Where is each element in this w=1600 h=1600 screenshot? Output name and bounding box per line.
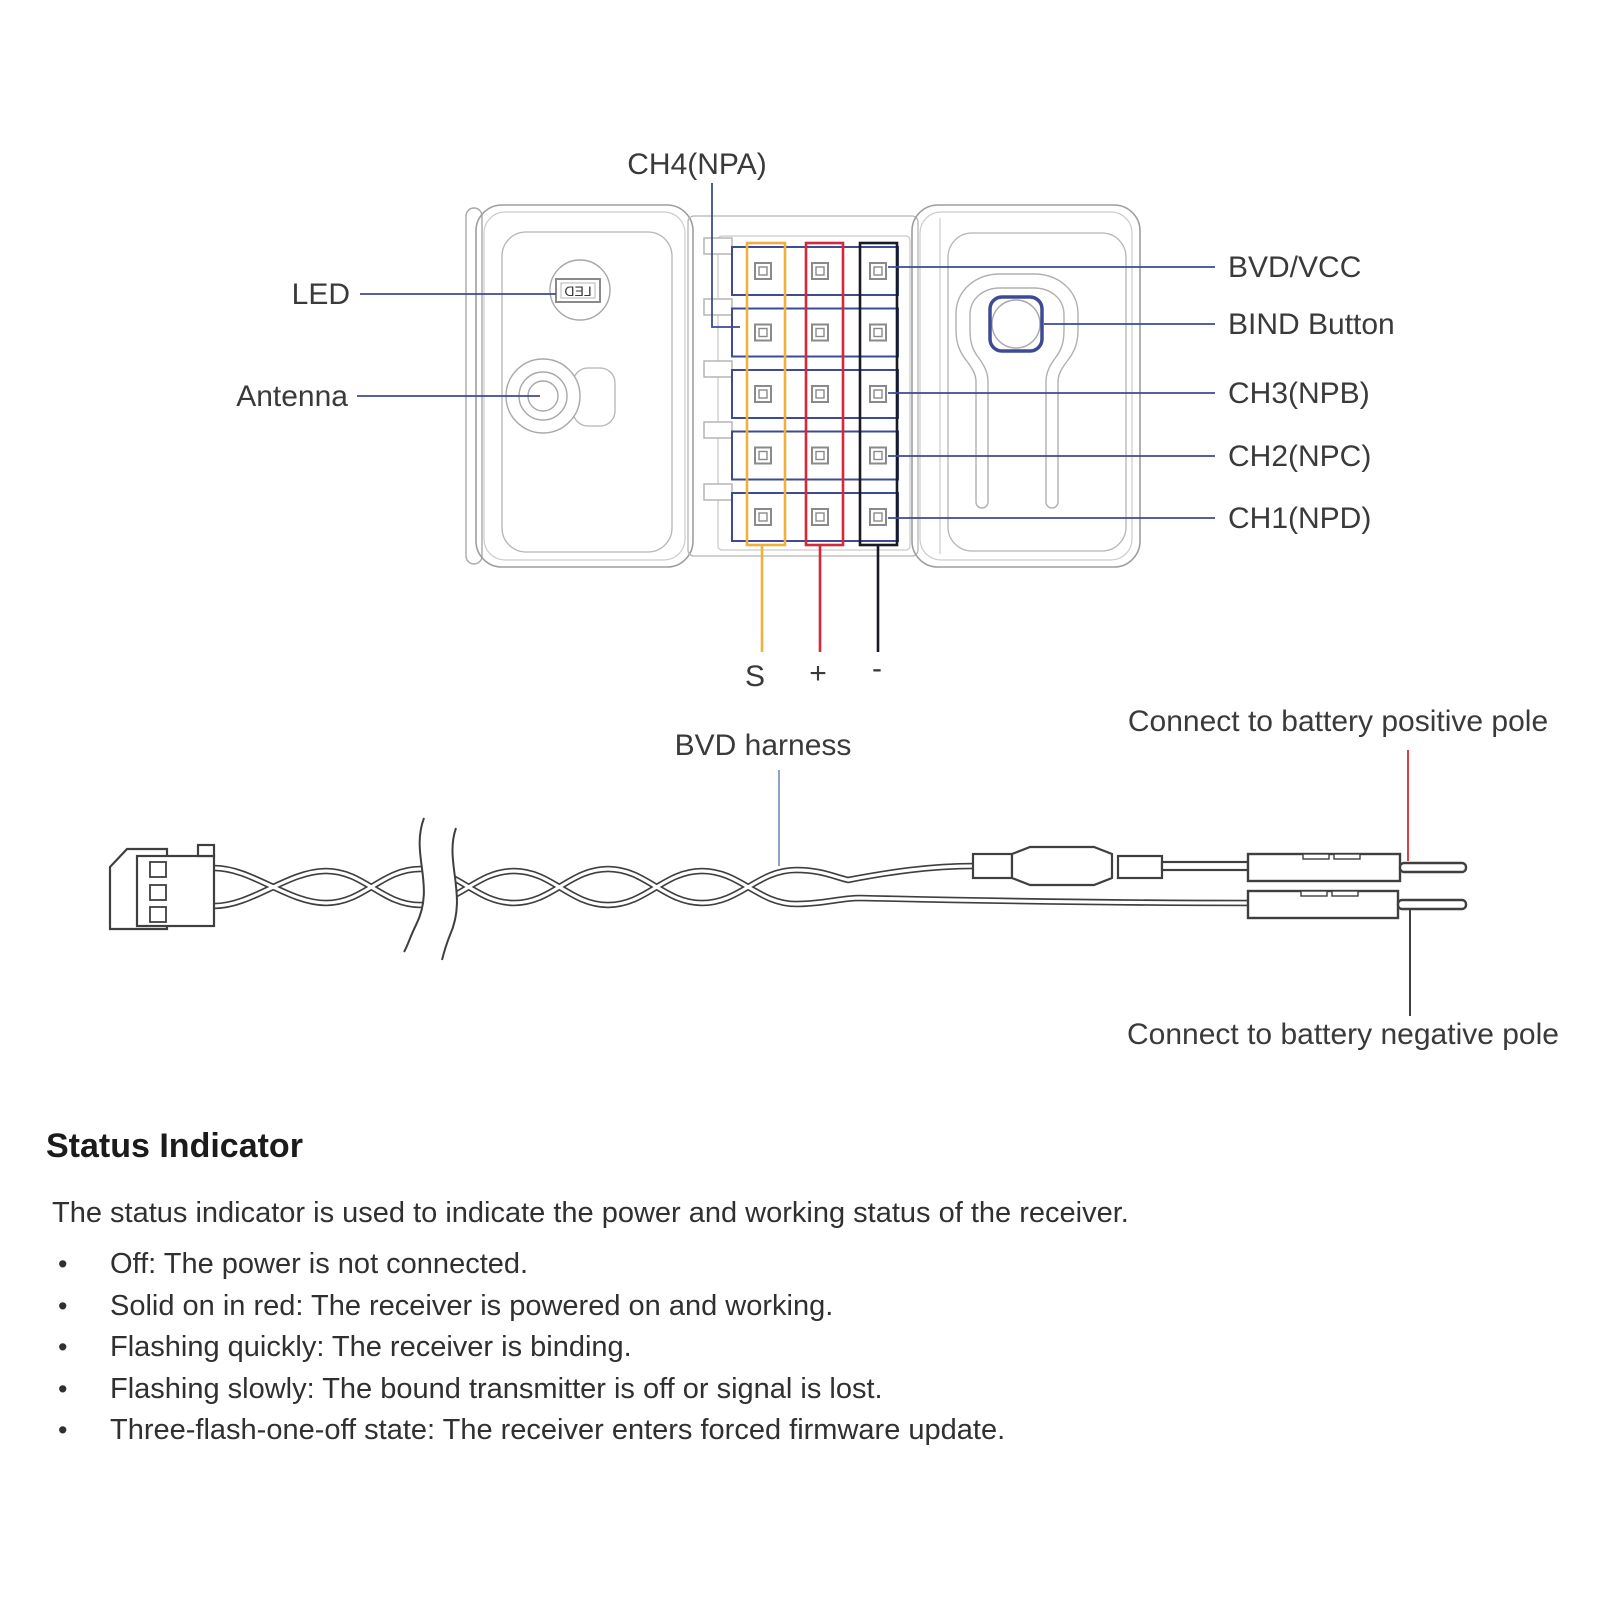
pin-core: [759, 267, 767, 275]
pin-core: [816, 329, 824, 337]
pin-core: [874, 390, 882, 398]
status-bullet-flash-quick: • Flashing quickly: The receiver is binding.: [46, 1327, 1466, 1369]
right-cap-outline: [912, 205, 1140, 567]
grid-tab: [704, 238, 732, 254]
ch4-label: CH4(NPA): [627, 148, 767, 181]
bvd-harness-drawing: [110, 750, 1466, 1016]
plug-tooth: [150, 907, 166, 922]
pin-core: [874, 267, 882, 275]
ch3-label: CH3(NPB): [1228, 377, 1370, 410]
status-bullet-three-flash: • Three-flash-one-off state: The receiver enters forced firmware update.: [46, 1410, 1466, 1452]
housing-notch: [1332, 891, 1358, 896]
led-indicator: [550, 260, 610, 320]
keyhole-outer: [956, 274, 1078, 502]
antenna-label: Antenna: [236, 380, 348, 413]
battery-connectors: [1248, 854, 1466, 918]
battery-positive-label: Connect to battery positive pole: [1127, 705, 1549, 738]
signal-pin-label: S: [744, 660, 766, 693]
pin-core: [874, 452, 882, 460]
grid-tab: [704, 422, 732, 438]
bind-button: [990, 297, 1042, 351]
plug-tab: [198, 845, 214, 856]
pin-core: [816, 452, 824, 460]
plug-tooth: [150, 885, 166, 900]
status-bullet-list: [46, 1244, 1466, 1452]
led-mirrored-marking: LED: [564, 283, 592, 299]
bind-button-label: BIND Button: [1228, 308, 1395, 341]
pin-core: [874, 329, 882, 337]
keyhole-inner: [970, 288, 1064, 502]
right-cap-inner-outline: [920, 212, 1132, 560]
status-bullet-flash-slow: • Flashing slowly: The bound transmitter is off or signal is lost.: [46, 1369, 1466, 1411]
inline-fuse: [973, 847, 1248, 885]
status-bullet-off: • Off: The power is not connected.: [46, 1244, 1466, 1286]
pin-core: [874, 513, 882, 521]
left-end-strip: [466, 208, 482, 564]
bvd-harness-label: BVD harness: [674, 729, 852, 762]
positive-pin-label: +: [809, 657, 827, 690]
grid-tab: [704, 484, 732, 500]
ch2-label: CH2(NPC): [1228, 440, 1372, 473]
pin-core: [759, 329, 767, 337]
pin-core: [816, 267, 824, 275]
fuse-body: [1012, 847, 1112, 885]
fuse-right-sleeve: [1118, 856, 1162, 878]
pin-core: [816, 390, 824, 398]
plug-body: [137, 856, 214, 926]
pin-core: [816, 513, 824, 521]
negative-pin-label: -: [872, 652, 882, 685]
status-bullet-solid: • Solid on in red: The receiver is powered on and working.: [46, 1286, 1466, 1328]
fuse-lead-wire: [1162, 862, 1248, 870]
housing-notch: [1303, 854, 1329, 859]
pin-core: [759, 513, 767, 521]
pin-grid: [704, 238, 898, 545]
status-indicator-section: [46, 1126, 1466, 1452]
led-label: LED: [291, 278, 350, 311]
bvd-vcc-label: BVD/VCC: [1228, 251, 1362, 284]
pin-core: [759, 390, 767, 398]
servo-plug: [110, 845, 214, 929]
ch1-label: CH1(NPD): [1228, 502, 1372, 535]
negative-connector-pin: [1398, 900, 1466, 909]
plug-tooth: [150, 862, 166, 877]
status-heading: Status Indicator: [46, 1127, 303, 1165]
fuse-left-sleeve: [973, 854, 1012, 878]
status-intro: The status indicator is used to indicate the power and working status of the receiver.: [52, 1197, 1129, 1229]
positive-connector-pin: [1400, 863, 1466, 872]
battery-negative-label: Connect to battery negative pole: [1127, 1018, 1559, 1051]
keyhole-prong-caps: [976, 502, 1058, 508]
grid-tab: [704, 361, 732, 377]
housing-notch: [1301, 891, 1327, 896]
pin-core: [759, 452, 767, 460]
grid-tab: [704, 299, 732, 315]
housing-notch: [1334, 854, 1360, 859]
bind-button-dome: [992, 300, 1040, 348]
bind-button-area: [956, 274, 1078, 508]
